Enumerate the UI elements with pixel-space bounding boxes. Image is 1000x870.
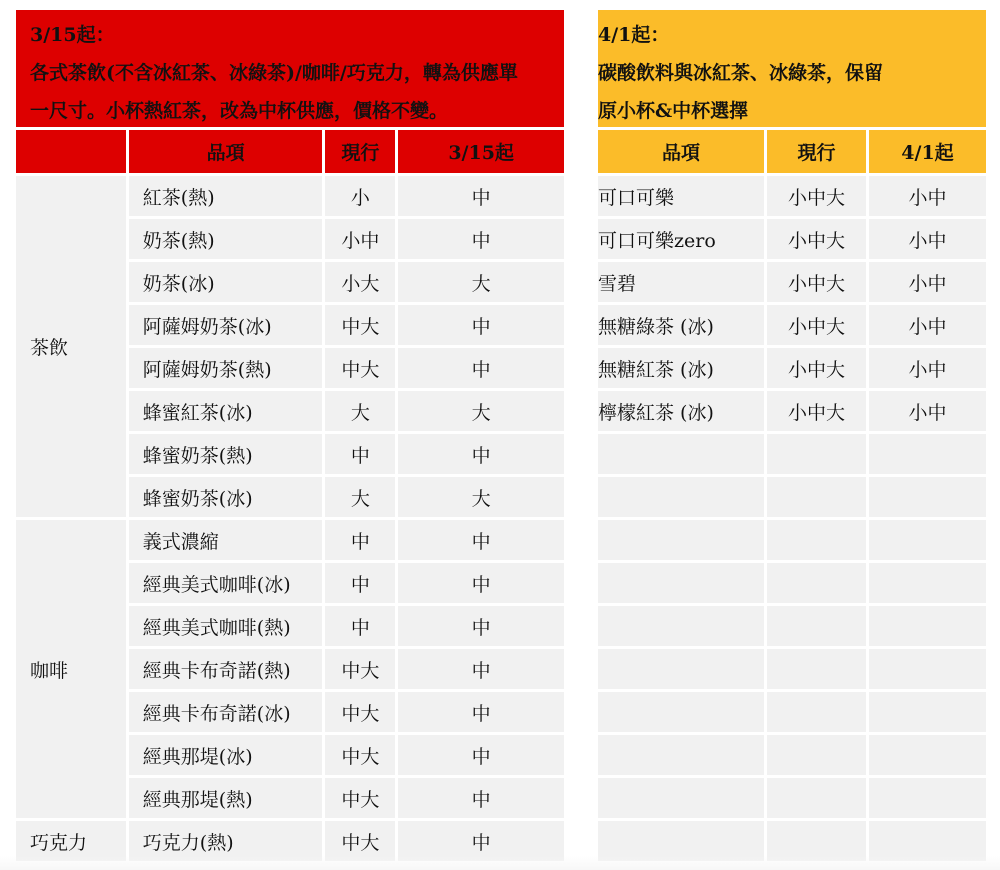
table-row xyxy=(598,219,986,259)
empty-cell xyxy=(598,477,764,517)
empty-cell xyxy=(869,563,986,603)
item-name: 巧克力(熱) xyxy=(129,821,323,861)
item-name: 義式濃縮 xyxy=(129,520,323,560)
item-name: 檸檬紅茶 (冰) xyxy=(598,391,764,431)
table-row xyxy=(598,391,986,431)
empty-row xyxy=(598,821,986,861)
empty-cell xyxy=(598,434,764,474)
current-size: 中 xyxy=(325,520,395,560)
header-item: 品項 xyxy=(598,130,764,173)
empty-row xyxy=(598,563,986,603)
new-size: 小中 xyxy=(869,262,986,302)
item-name: 奶茶(熱) xyxy=(129,219,323,259)
empty-cell xyxy=(869,477,986,517)
new-size: 中 xyxy=(398,520,564,560)
current-size: 小 xyxy=(325,176,395,216)
notice-text-line: 碳酸飲料與冰紅茶、冰綠茶，保留 xyxy=(598,62,884,84)
new-size: 小中 xyxy=(869,305,986,345)
header-current: 現行 xyxy=(767,130,866,173)
item-name: 可口可樂zero xyxy=(598,219,764,259)
empty-cell xyxy=(767,692,866,732)
notice-text-line: 各式茶飲(不含冰紅茶、冰綠茶)/咖啡/巧克力，轉為供應單 xyxy=(30,62,518,84)
notice-text-line: 原小杯&中杯選擇 xyxy=(598,100,749,122)
notice-text-line: 一尺寸。小杯熱紅茶，改為中杯供應，價格不變。 xyxy=(30,100,449,122)
current-size: 小中大 xyxy=(767,219,866,259)
current-size: 中 xyxy=(325,606,395,646)
left-panel-size-change-3-15 xyxy=(16,10,564,864)
item-name: 經典美式咖啡(冰) xyxy=(129,563,323,603)
new-size: 中 xyxy=(398,348,564,388)
item-name: 無糖綠茶 (冰) xyxy=(598,305,764,345)
new-size: 小中 xyxy=(869,219,986,259)
header-current: 現行 xyxy=(325,130,395,173)
header-item: 品項 xyxy=(129,130,323,173)
empty-cell xyxy=(598,735,764,775)
table-row xyxy=(598,262,986,302)
current-size: 大 xyxy=(325,477,395,517)
item-name: 奶茶(冰) xyxy=(129,262,323,302)
empty-cell xyxy=(767,735,866,775)
table-header-row xyxy=(16,130,564,173)
notice-4-1 xyxy=(598,10,986,127)
category-coffee: 咖啡 xyxy=(16,520,126,818)
current-size: 中 xyxy=(325,434,395,474)
new-size: 中 xyxy=(398,563,564,603)
table-row xyxy=(598,348,986,388)
table-row xyxy=(16,821,564,861)
empty-cell xyxy=(598,606,764,646)
empty-cell xyxy=(767,563,866,603)
new-size: 中 xyxy=(398,821,564,861)
item-name: 經典那堤(熱) xyxy=(129,778,323,818)
new-size: 大 xyxy=(398,391,564,431)
new-size: 中 xyxy=(398,305,564,345)
empty-cell xyxy=(767,778,866,818)
header-category xyxy=(16,130,126,173)
empty-cell xyxy=(869,649,986,689)
item-name: 蜂蜜奶茶(熱) xyxy=(129,434,323,474)
empty-cell xyxy=(598,649,764,689)
bottom-fade xyxy=(0,856,1000,870)
current-size: 小中大 xyxy=(767,391,866,431)
new-size: 小中 xyxy=(869,391,986,431)
item-name: 阿薩姆奶茶(熱) xyxy=(129,348,323,388)
size-table-3-15 xyxy=(13,127,567,864)
empty-row xyxy=(598,606,986,646)
item-name: 蜂蜜奶茶(冰) xyxy=(129,477,323,517)
new-size: 小中 xyxy=(869,348,986,388)
new-size: 中 xyxy=(398,434,564,474)
empty-cell xyxy=(869,520,986,560)
new-size: 中 xyxy=(398,692,564,732)
empty-cell xyxy=(598,778,764,818)
item-name: 可口可樂 xyxy=(598,176,764,216)
item-name: 經典卡布奇諾(冰) xyxy=(129,692,323,732)
notice-3-15 xyxy=(16,10,564,127)
new-size: 大 xyxy=(398,477,564,517)
new-size: 中 xyxy=(398,606,564,646)
empty-cell xyxy=(869,778,986,818)
empty-row xyxy=(598,520,986,560)
empty-cell xyxy=(869,606,986,646)
empty-cell xyxy=(598,563,764,603)
current-size: 小中大 xyxy=(767,176,866,216)
notice-title: 4/1起： xyxy=(598,24,670,46)
new-size: 大 xyxy=(398,262,564,302)
empty-cell xyxy=(869,735,986,775)
table-row xyxy=(598,305,986,345)
new-size: 中 xyxy=(398,176,564,216)
new-size: 中 xyxy=(398,735,564,775)
item-name: 阿薩姆奶茶(冰) xyxy=(129,305,323,345)
empty-row xyxy=(598,477,986,517)
empty-cell xyxy=(869,692,986,732)
table-row xyxy=(16,520,564,560)
table-header-row xyxy=(598,130,986,173)
header-new: 3/15起 xyxy=(398,130,564,173)
current-size: 中大 xyxy=(325,692,395,732)
current-size: 中大 xyxy=(325,348,395,388)
item-name: 蜂蜜紅茶(冰) xyxy=(129,391,323,431)
new-size: 小中 xyxy=(869,176,986,216)
category-tea: 茶飲 xyxy=(16,176,126,517)
current-size: 小大 xyxy=(325,262,395,302)
empty-cell xyxy=(598,821,764,861)
empty-row xyxy=(598,778,986,818)
new-size: 中 xyxy=(398,778,564,818)
current-size: 小中大 xyxy=(767,348,866,388)
item-name: 雪碧 xyxy=(598,262,764,302)
current-size: 中大 xyxy=(325,821,395,861)
empty-cell xyxy=(869,434,986,474)
header-new: 4/1起 xyxy=(869,130,986,173)
current-size: 中 xyxy=(325,563,395,603)
current-size: 中大 xyxy=(325,649,395,689)
current-size: 中大 xyxy=(325,735,395,775)
current-size: 小中大 xyxy=(767,262,866,302)
category-chocolate: 巧克力 xyxy=(16,821,126,861)
item-name: 經典卡布奇諾(熱) xyxy=(129,649,323,689)
current-size: 大 xyxy=(325,391,395,431)
empty-cell xyxy=(767,821,866,861)
table-row xyxy=(16,176,564,216)
empty-cell xyxy=(598,692,764,732)
current-size: 中大 xyxy=(325,778,395,818)
item-name: 經典美式咖啡(熱) xyxy=(129,606,323,646)
empty-cell xyxy=(767,520,866,560)
right-panel-size-change-4-1 xyxy=(598,10,986,864)
empty-cell xyxy=(767,477,866,517)
item-name: 無糖紅茶 (冰) xyxy=(598,348,764,388)
item-name: 經典那堤(冰) xyxy=(129,735,323,775)
current-size: 小中 xyxy=(325,219,395,259)
empty-cell xyxy=(869,821,986,861)
item-name: 紅茶(熱) xyxy=(129,176,323,216)
empty-cell xyxy=(767,606,866,646)
current-size: 小中大 xyxy=(767,305,866,345)
empty-cell xyxy=(767,434,866,474)
new-size: 中 xyxy=(398,219,564,259)
empty-row xyxy=(598,649,986,689)
current-size: 中大 xyxy=(325,305,395,345)
empty-cell xyxy=(598,520,764,560)
notice-title: 3/15起： xyxy=(30,24,115,46)
empty-row xyxy=(598,735,986,775)
table-row xyxy=(598,176,986,216)
empty-row xyxy=(598,434,986,474)
empty-cell xyxy=(767,649,866,689)
new-size: 中 xyxy=(398,649,564,689)
empty-row xyxy=(598,692,986,732)
size-table-4-1 xyxy=(595,127,989,864)
